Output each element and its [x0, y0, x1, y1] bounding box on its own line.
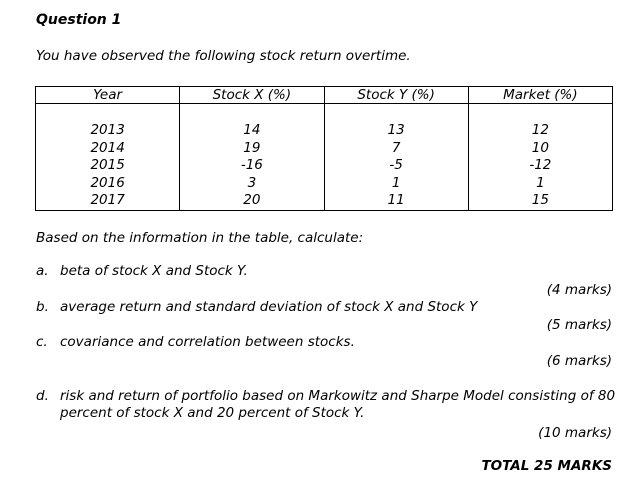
cell-stock-x: 3	[180, 175, 324, 193]
total-marks: TOTAL 25 MARKS	[481, 458, 612, 474]
header-year: Year	[36, 87, 180, 104]
cell-stock-x: -16	[180, 157, 324, 175]
question-title: Question 1	[36, 12, 122, 28]
question-label: d.	[36, 388, 49, 404]
question-text: risk and return of portfolio based on Markowitz and Sharpe Model consisting of 80	[60, 388, 616, 404]
intro-text: You have observed the following stock return overtime.	[36, 48, 411, 64]
marks-b: (5 marks)	[546, 317, 612, 333]
table-spacer-row	[36, 104, 613, 123]
question-b	[36, 299, 477, 315]
cell-year: 2017	[36, 192, 180, 210]
cell-market: 10	[468, 140, 612, 158]
cell-stock-x: 20	[180, 192, 324, 210]
question-label: b.	[36, 299, 49, 315]
cell-stock-y: 1	[324, 175, 468, 193]
table-row	[36, 122, 613, 140]
question-text: average return and standard deviation of stock X and Stock Y	[60, 299, 478, 315]
cell-year: 2014	[36, 140, 180, 158]
table-row	[36, 175, 613, 193]
header-stock-x: Stock X (%)	[180, 87, 324, 104]
question-text: beta of stock X and Stock Y.	[60, 263, 248, 279]
cell-stock-y: 7	[324, 140, 468, 158]
cell-market: 15	[468, 192, 612, 210]
marks-d: (10 marks)	[538, 425, 612, 441]
question-a	[36, 263, 248, 279]
question-label: c.	[36, 334, 48, 350]
returns-table	[35, 86, 613, 211]
cell-stock-y: 13	[324, 122, 468, 140]
question-c	[36, 334, 355, 350]
question-d-continued: percent of stock X and 20 percent of Stock Y.	[60, 405, 365, 421]
cell-year: 2015	[36, 157, 180, 175]
table-header-row	[36, 87, 613, 104]
question-text: covariance and correlation between stocks.	[60, 334, 355, 350]
cell-stock-x: 19	[180, 140, 324, 158]
cell-year: 2013	[36, 122, 180, 140]
cell-market: 12	[468, 122, 612, 140]
marks-a: (4 marks)	[546, 282, 612, 298]
question-d	[36, 388, 615, 404]
header-stock-y: Stock Y (%)	[324, 87, 468, 104]
cell-year: 2016	[36, 175, 180, 193]
cell-stock-y: -5	[324, 157, 468, 175]
header-market: Market (%)	[468, 87, 612, 104]
marks-c: (6 marks)	[546, 353, 612, 369]
cell-stock-x: 14	[180, 122, 324, 140]
question-label: a.	[36, 263, 49, 279]
cell-market: 1	[468, 175, 612, 193]
table-row	[36, 157, 613, 175]
table-row	[36, 192, 613, 210]
cell-market: -12	[468, 157, 612, 175]
table-row	[36, 140, 613, 158]
instruction-text: Based on the information in the table, calculate:	[36, 230, 364, 246]
cell-stock-y: 11	[324, 192, 468, 210]
